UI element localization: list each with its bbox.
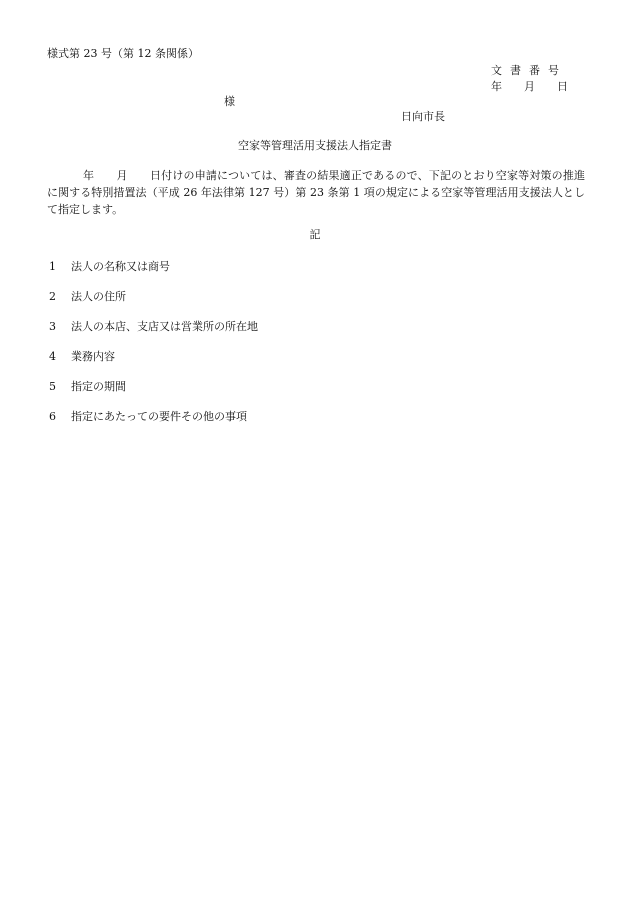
item-label: 法人の住所 — [71, 290, 126, 303]
document-number-label: 文書番号 — [491, 64, 567, 77]
list-item — [49, 291, 126, 302]
item-number: 3 — [49, 320, 56, 333]
list-item — [49, 381, 126, 392]
issue-date — [491, 81, 568, 92]
addressee-suffix: 様 — [224, 95, 235, 108]
item-number: 6 — [49, 410, 56, 423]
date-year-label: 年 — [491, 80, 502, 93]
date-day-label: 日 — [557, 80, 568, 93]
issuer-name: 日向市長 — [401, 110, 445, 123]
list-item — [49, 351, 115, 362]
ki-heading: 記 — [309, 228, 321, 241]
item-label: 法人の名称又は商号 — [71, 260, 170, 273]
document-title: 空家等管理活用支援法人指定書 — [238, 139, 392, 152]
body-paragraph: 年 月 日付けの申請については、審査の結果適正であるので、下記のとおり空家等対策の推進に関する特別措置法（平成 26 年法律第 127 号）第 23 条第 1 項の規定による空家等管理活用支援法人として指定します。 — [47, 169, 585, 216]
item-label: 指定の期間 — [71, 380, 126, 393]
item-label: 指定にあたっての要件その他の事項 — [71, 410, 247, 423]
list-item — [49, 261, 170, 272]
form-number: 様式第 23 号（第 12 条関係） — [47, 47, 199, 60]
item-number: 4 — [49, 350, 56, 363]
item-label: 業務内容 — [71, 350, 115, 363]
item-number: 1 — [49, 260, 56, 273]
item-number: 2 — [49, 290, 56, 303]
date-month-label: 月 — [524, 80, 535, 93]
item-label: 法人の本店、支店又は営業所の所在地 — [71, 320, 258, 333]
item-number: 5 — [49, 380, 56, 393]
list-item — [49, 411, 247, 422]
list-item — [49, 321, 258, 332]
